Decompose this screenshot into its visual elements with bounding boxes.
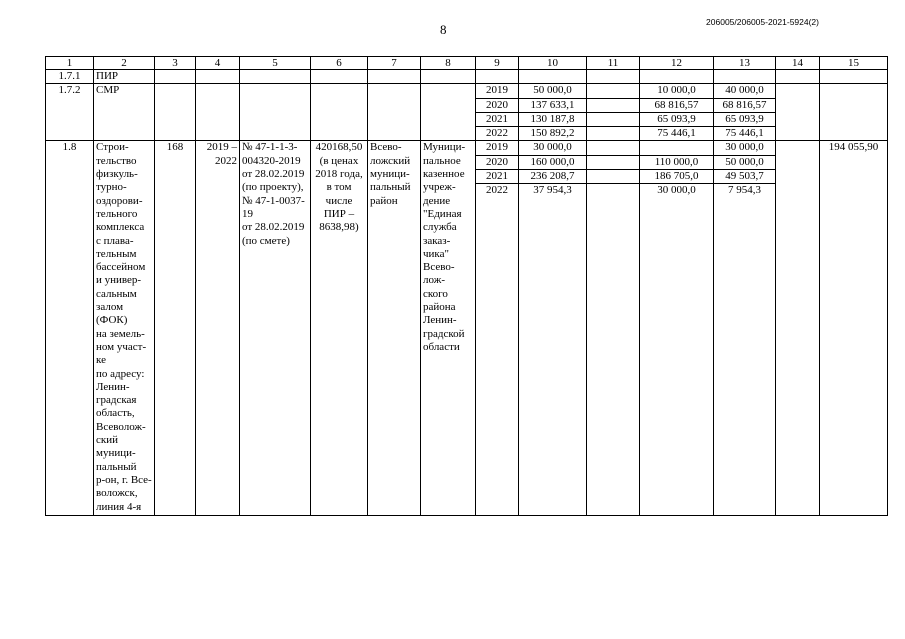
row-name: ПИР xyxy=(94,70,155,84)
cost-cell: 420168,50 (в ценах 2018 года, в том числе ПИР – 8638,98) xyxy=(311,141,368,516)
local-cell: 50 000,0 xyxy=(714,155,776,169)
year-cell: 2021 xyxy=(476,170,519,184)
investment-table xyxy=(45,56,888,516)
regional-cell: 186 705,0 xyxy=(640,170,714,184)
table-row xyxy=(46,141,888,155)
table-row xyxy=(46,70,888,84)
regional-cell: 75 446,1 xyxy=(640,127,714,141)
header-cell: 11 xyxy=(587,57,640,70)
local-cell: 49 503,7 xyxy=(714,170,776,184)
total-cell: 150 892,2 xyxy=(519,127,587,141)
header-cell: 1 xyxy=(46,57,94,70)
regional-cell: 30 000,0 xyxy=(640,184,714,516)
regional-cell: 10 000,0 xyxy=(640,84,714,98)
local-cell: 30 000,0 xyxy=(714,141,776,155)
regional-cell: 110 000,0 xyxy=(640,155,714,169)
regional-cell: 68 816,57 xyxy=(640,98,714,112)
header-cell: 8 xyxy=(421,57,476,70)
row-name: СМР xyxy=(94,84,155,141)
local-cell: 40 000,0 xyxy=(714,84,776,98)
header-cell: 15 xyxy=(820,57,888,70)
row-number: 1.7.1 xyxy=(46,70,94,84)
year-cell: 2022 xyxy=(476,127,519,141)
municipality-cell: Всево- ложский муници- пальный район xyxy=(368,141,421,516)
header-cell: 5 xyxy=(240,57,311,70)
header-cell: 7 xyxy=(368,57,421,70)
row-number: 1.8 xyxy=(46,141,94,516)
header-cell: 13 xyxy=(714,57,776,70)
header-row xyxy=(46,57,888,70)
total-cell: 236 208,7 xyxy=(519,170,587,184)
header-cell: 3 xyxy=(155,57,196,70)
local-cell: 7 954,3 xyxy=(714,184,776,516)
page-number: 8 xyxy=(440,22,447,37)
year-cell: 2019 xyxy=(476,141,519,155)
header-cell: 14 xyxy=(776,57,820,70)
total-cell: 137 633,1 xyxy=(519,98,587,112)
year-cell: 2022 xyxy=(476,184,519,516)
header-cell: 9 xyxy=(476,57,519,70)
year-cell: 2021 xyxy=(476,112,519,126)
total-cell: 160 000,0 xyxy=(519,155,587,169)
header-cell: 6 xyxy=(311,57,368,70)
total-cell: 50 000,0 xyxy=(519,84,587,98)
header-cell: 4 xyxy=(196,57,240,70)
regional-cell: 65 093,9 xyxy=(640,112,714,126)
year-cell: 2020 xyxy=(476,98,519,112)
year-cell: 2019 xyxy=(476,84,519,98)
remaining-cell: 194 055,90 xyxy=(820,141,888,516)
table-row xyxy=(46,84,888,98)
row-number: 1.7.2 xyxy=(46,84,94,141)
expertise-cell: № 47-1-1-3- 004320-2019 от 28.02.2019 (по проекту), № 47-1-0037- 19 от 28.02.2019 (по смете) xyxy=(240,141,311,516)
customer-cell: Муници- пальное казенное учреж- дение "Единая служба заказ- чика" Всево- лож- ского района Ленин- градской области xyxy=(421,141,476,516)
local-cell: 65 093,9 xyxy=(714,112,776,126)
header-cell: 10 xyxy=(519,57,587,70)
total-cell: 30 000,0 xyxy=(519,141,587,155)
regional-cell xyxy=(640,141,714,155)
local-cell: 68 816,57 xyxy=(714,98,776,112)
total-cell: 37 954,3 xyxy=(519,184,587,516)
period-cell: 2019 – 2022 xyxy=(196,141,240,516)
local-cell: 75 446,1 xyxy=(714,127,776,141)
header-cell: 2 xyxy=(94,57,155,70)
year-cell: 2020 xyxy=(476,155,519,169)
total-cell: 130 187,8 xyxy=(519,112,587,126)
row-name: Строи- тельство физкуль- турно- оздорови- тельного комплекса с плава- тельным бассейном и универ- сальным залом (ФОК) на земель- ном участ- ке по адресу: Ленин- градская область, Всеволож- ский муници- пальный р-он, г. Все- воложск, линия 4-я xyxy=(94,141,155,516)
document-id: 206005/206005-2021-5924(2) xyxy=(706,17,819,27)
header-cell: 12 xyxy=(640,57,714,70)
capacity-cell: 168 xyxy=(155,141,196,516)
